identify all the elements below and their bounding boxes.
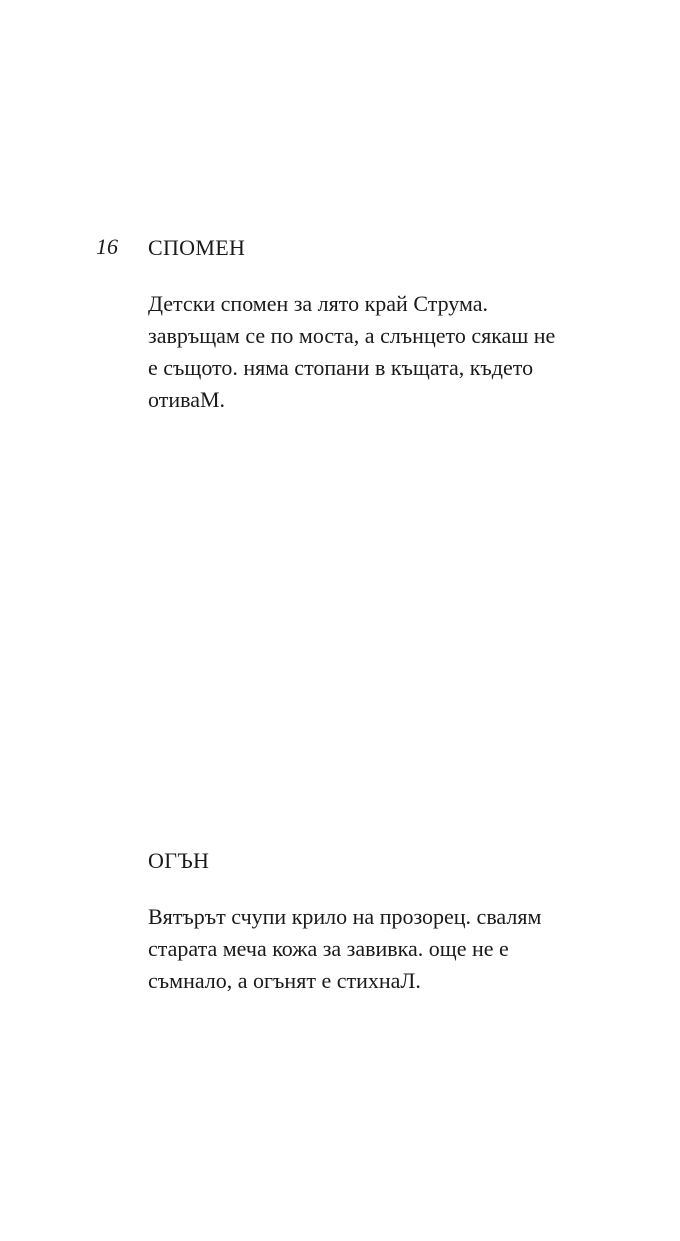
poem-text xyxy=(148,288,618,416)
poem-text xyxy=(148,901,618,997)
poem-line: Детски спомен за лято край Струма. xyxy=(148,291,489,316)
poem-title: СПОМЕН xyxy=(148,235,246,260)
poem-title: ОГЪН xyxy=(148,848,210,873)
poem-line: Вятърът счупи крило на прозорец. свалям xyxy=(148,904,542,929)
poem-line: съмнало, а огънят е стихнаЛ. xyxy=(148,968,421,993)
page-number: 16 xyxy=(96,234,118,259)
poem-line: завръщам се по моста, а слънцето сякаш не xyxy=(148,323,556,348)
poem-line: е същото. няма стопани в къщата, където xyxy=(148,355,534,380)
poem-line: старата меча кожа за завивка. още не е xyxy=(148,936,509,961)
poem-line: отиваМ. xyxy=(148,387,226,412)
